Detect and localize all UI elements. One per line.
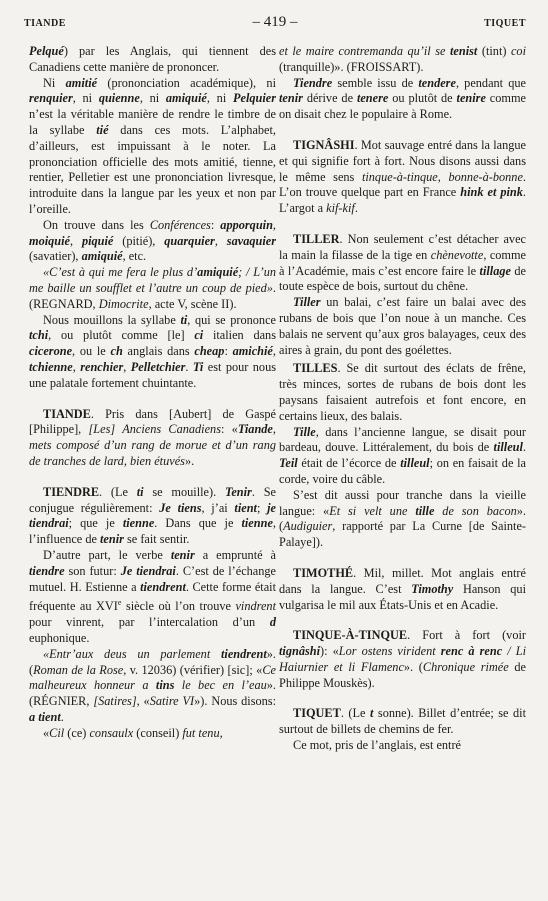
text-run: (conseil) bbox=[133, 725, 183, 740]
text-run: Ni bbox=[43, 75, 66, 90]
text-run: bonne-à-bonne bbox=[448, 169, 523, 184]
text-run: un balai, c’est faire un balai avec des rubans de bois que l’on noue à un manche. Ces balais ne servent qu’aux gros balayages, ceux des aires à grain, du pont des goélettes. bbox=[279, 295, 526, 357]
text-run: coi bbox=[510, 44, 526, 58]
text-run: , ni bbox=[139, 91, 166, 106]
text-run: ti bbox=[136, 484, 144, 499]
text-run: tins bbox=[155, 678, 175, 693]
text-run: , ou plutôt comme [le] bbox=[48, 328, 195, 343]
text-run: Hanson qui vulgarisa le mil aux États-Unis et en Acadie. bbox=[279, 581, 526, 612]
text-run: . Pris dans [Aubert] de Gaspé [Philippe], bbox=[29, 406, 276, 437]
text-run: Ce mot, pris de l’anglais, est entré bbox=[293, 738, 462, 753]
text-run: Tiller bbox=[293, 295, 321, 310]
paragraph bbox=[279, 295, 526, 358]
text-run: , ou le bbox=[72, 344, 111, 359]
text-run: tenir bbox=[279, 91, 303, 106]
text-run: a emprunté à bbox=[194, 547, 276, 562]
text-run: cheap bbox=[194, 344, 225, 359]
text-run: se fait sentir. bbox=[123, 532, 190, 547]
text-run: , j’ai bbox=[201, 500, 235, 515]
text-run: quienne bbox=[98, 91, 140, 106]
text-run: tilleul bbox=[400, 456, 430, 471]
text-run: « bbox=[43, 725, 50, 740]
dictionary-entry bbox=[279, 628, 526, 691]
text-run: kif-kif bbox=[326, 201, 355, 216]
text-run: Roman de la Rose bbox=[33, 662, 124, 677]
text-run: / Li Haiurnier et li Flamenc bbox=[279, 644, 526, 674]
text-run: de son bacon bbox=[434, 503, 517, 518]
text-run: . L’on trouve quelque part en France bbox=[279, 169, 526, 200]
text-run: hink et pink bbox=[460, 185, 523, 200]
text-run: chènevotte bbox=[430, 247, 484, 262]
paragraph bbox=[29, 647, 276, 726]
text-run: anglais dans bbox=[122, 344, 195, 359]
text-run: ) par les Anglais, qui tiennent des Canadiens cette manière de prononcer. bbox=[29, 44, 276, 74]
dictionary-entry bbox=[279, 706, 526, 738]
text-run: Pelqué bbox=[29, 44, 64, 58]
paragraph bbox=[279, 488, 526, 551]
text-run: . Mot sauvage entré dans la langue et qui signifie fort à fort. Nous disons aussi dans le même sens bbox=[279, 137, 526, 184]
text-run: Ti bbox=[192, 359, 204, 374]
text-run: Timothy bbox=[411, 581, 454, 596]
text-run: Ce malheureux honneur a bbox=[29, 662, 276, 693]
text-run: se mouille). bbox=[143, 484, 225, 499]
text-run: , v. 12036) (vérifier) [sic]; « bbox=[123, 662, 263, 677]
text-run: , etc. bbox=[122, 249, 147, 264]
text-run: , bbox=[123, 359, 131, 374]
text-run: , qui se prononce bbox=[187, 312, 276, 327]
text-run: . Dans que je bbox=[154, 516, 242, 531]
text-run: cicerone bbox=[29, 344, 73, 359]
text-run: Je tiens bbox=[159, 500, 202, 515]
paragraph bbox=[29, 265, 276, 312]
paragraph bbox=[29, 218, 276, 265]
text-run: son futur: bbox=[64, 563, 121, 578]
running-head-left: TIANDE bbox=[24, 18, 66, 29]
paragraph bbox=[279, 44, 526, 76]
paragraph bbox=[29, 76, 276, 218]
paragraph bbox=[279, 738, 526, 754]
text-run: vindrent bbox=[235, 599, 276, 614]
text-run: tienne bbox=[122, 516, 155, 531]
text-run: tignâshi bbox=[279, 644, 321, 659]
text-run: et le maire contremanda qu’il se bbox=[279, 44, 450, 58]
text-run: Je tiendrai bbox=[120, 563, 176, 578]
text-run: comme on disait chez le populaire à Rome. bbox=[279, 91, 526, 122]
headword: TIENDRE bbox=[43, 484, 100, 499]
text-run: Dimocrite bbox=[98, 296, 149, 311]
headword: TIMOTHÉ bbox=[293, 565, 354, 580]
text-run: Lor ostens virident bbox=[338, 644, 441, 659]
text-run: Nous mouillons la syllabe bbox=[43, 312, 181, 327]
text-run: tilleul bbox=[493, 440, 523, 455]
text-run: , dans l’ancienne langue, se disait pour bardeau, douve. Littéralement, du bois de bbox=[279, 424, 526, 455]
text-run: renc à renc bbox=[440, 644, 503, 659]
text-run: ». bbox=[184, 453, 195, 468]
headword: TILLES bbox=[293, 361, 338, 376]
text-run: sonne). Billet d’entrée; se dit surtout de billets de chemins de fer. bbox=[279, 706, 526, 737]
text-run: (tint) bbox=[477, 44, 511, 58]
text-run: . bbox=[522, 440, 526, 455]
text-run: Chronique rimée bbox=[422, 659, 509, 674]
text-run: piquié bbox=[81, 233, 114, 248]
text-run: dans ces mots. L’alphabet, d’ailleurs, est impuissant à le noter. La prononciation officielle des mots amitié, tienne, rentier, Pelletier est une prononciation livresque, introduite dans la langue par les yeux et non par l’oreille. bbox=[29, 122, 276, 216]
text-run: , ni bbox=[72, 91, 99, 106]
text-run: ». (RÉGNIER, bbox=[29, 678, 276, 709]
text-run: Tenir bbox=[224, 484, 252, 499]
text-run: Audiguier bbox=[283, 519, 333, 534]
text-run: euphonique. bbox=[29, 630, 90, 645]
text-run: ci bbox=[194, 328, 204, 343]
text-run: savaquier bbox=[226, 233, 276, 248]
text-run: amichié bbox=[232, 344, 273, 359]
text-run: . L’argot a bbox=[279, 185, 526, 216]
text-run: apporquin bbox=[220, 217, 273, 232]
text-run: , bbox=[72, 359, 81, 374]
text-run: . C’est de l’échange mutuel. H. Estienne a bbox=[29, 563, 276, 594]
text-run: tenire bbox=[456, 91, 486, 106]
text-run: je tiendrai bbox=[29, 500, 276, 531]
text-run: ou plutôt de bbox=[388, 91, 457, 106]
paragraph bbox=[279, 76, 526, 123]
text-run: , acte V, scène II). bbox=[148, 296, 237, 311]
text-run: est pour nous une palatale fortement chuintante. bbox=[29, 359, 276, 390]
text-run: »). Nous disons: bbox=[194, 694, 276, 709]
text-run: : bbox=[210, 217, 221, 232]
text-run: «C’est à qui me fera le plus d’ bbox=[43, 265, 198, 280]
page-header bbox=[24, 14, 526, 36]
text-run: . bbox=[185, 359, 193, 374]
text-run: . Mil, millet. Mot anglais entré dans la langue. C’est bbox=[279, 565, 526, 596]
paragraph bbox=[29, 548, 276, 647]
text-run: ): « bbox=[320, 644, 339, 659]
text-run: , bbox=[437, 169, 449, 184]
text-run: . Cette forme était fréquente au XVI bbox=[29, 579, 276, 614]
text-run: , « bbox=[136, 694, 150, 709]
text-run: D’autre part, le verbe bbox=[43, 547, 171, 562]
text-run: ti bbox=[180, 312, 188, 327]
running-head-right: TIQUET bbox=[484, 18, 526, 29]
text-run: ». ( bbox=[403, 659, 423, 674]
headword: TIANDE bbox=[43, 406, 91, 421]
text-run: amiquié bbox=[197, 265, 239, 280]
right-column bbox=[279, 44, 526, 894]
text-run: , bbox=[70, 233, 82, 248]
paragraph bbox=[29, 726, 276, 742]
text-run: (savatier), bbox=[29, 249, 82, 264]
text-run: siècle où l’on trouve bbox=[121, 599, 236, 614]
text-run: tinque-à-tinque bbox=[361, 169, 438, 184]
text-run: tillage bbox=[479, 263, 511, 278]
text-run: (ce) bbox=[64, 725, 90, 740]
text-run: Conférences bbox=[149, 217, 211, 232]
dictionary-entry bbox=[29, 485, 276, 548]
text-run: . (Le bbox=[99, 484, 137, 499]
text-run: le bec en l’eau bbox=[174, 678, 267, 693]
text-run: . bbox=[60, 709, 64, 724]
text-run: tenere bbox=[356, 91, 389, 106]
text-run: . Fort à fort (voir bbox=[407, 628, 526, 643]
paragraph bbox=[29, 313, 276, 392]
text-run: , l’influence de bbox=[29, 516, 276, 547]
text-run: consaulx bbox=[89, 725, 134, 740]
text-run: . (REGNARD, bbox=[29, 280, 276, 311]
text-run: On trouve dans les bbox=[43, 217, 150, 232]
text-run: , pendant que bbox=[455, 75, 526, 90]
headword: TIQUET bbox=[293, 706, 341, 721]
text-run: de Philippe Mouskès). bbox=[279, 659, 526, 690]
text-run: ; bbox=[256, 500, 268, 515]
text-run: de toute espèce de bois, surtout du chêne. bbox=[279, 263, 526, 294]
text-run: renquier bbox=[29, 91, 73, 106]
text-run: ; on en faisait de la corde, voire du câble. bbox=[279, 456, 526, 486]
text-run: Et si velt une bbox=[329, 503, 416, 518]
headword: TILLER bbox=[293, 231, 340, 246]
text-run: t bbox=[369, 706, 374, 721]
text-run: tenir bbox=[170, 547, 195, 562]
text-run: Tille bbox=[293, 424, 316, 439]
text-run: tenir bbox=[100, 532, 124, 547]
text-run: tienne bbox=[241, 516, 273, 531]
text-run: , mets composé d’un rang de morue et d’un rang de tranches de lard, bien étuvés bbox=[29, 422, 276, 468]
dictionary-entry bbox=[279, 361, 526, 424]
text-run: Pelletchier bbox=[130, 359, 186, 374]
paragraph bbox=[279, 425, 526, 488]
text-run: , bbox=[272, 217, 276, 232]
page-number: – 419 – bbox=[252, 14, 298, 30]
text-run: . Se conjugue régulièrement: bbox=[29, 484, 276, 515]
text-run: S’est dit aussi pour tranche dans la vieille langue: « bbox=[279, 487, 526, 518]
text-run: , ni bbox=[206, 91, 233, 106]
text-run: Tiande bbox=[237, 422, 273, 437]
text-run: . Non seulement c’est détacher avec la main la filasse de la tige en bbox=[279, 231, 526, 262]
text-run: était de l’écorce de bbox=[297, 456, 401, 471]
text-run: renchier bbox=[80, 359, 124, 374]
text-run: «Entr’aux deus un parlement bbox=[43, 646, 221, 661]
text-run: [Satires] bbox=[93, 694, 137, 709]
text-run: tchienne bbox=[29, 359, 73, 374]
text-run: tiendre bbox=[29, 563, 65, 578]
text-run: dérive de bbox=[302, 91, 357, 106]
text-run: semble issu de bbox=[332, 75, 419, 90]
text-run: . Se dit surtout des éclats de frêne, très minces, sortes de rubans de bois dont les paysans faisaient autrefois et font encore, en certains lieux, des balais. bbox=[279, 361, 526, 423]
dictionary-entry bbox=[279, 566, 526, 613]
text-run: Tiendre bbox=[293, 75, 333, 90]
text-run: tient bbox=[234, 500, 257, 515]
headword: TIGNÂSHI bbox=[293, 137, 355, 152]
text-run: Satire VI bbox=[149, 694, 195, 709]
text-run: moiquié bbox=[29, 233, 70, 248]
text-run: ». ( bbox=[279, 503, 526, 534]
text-run: . bbox=[354, 201, 358, 216]
text-run: , rapporté par La Curne [de Sainte-Palaye]). bbox=[279, 519, 526, 550]
text-run: . (Le bbox=[340, 706, 370, 721]
dictionary-entry bbox=[29, 407, 276, 470]
text-run: tenist bbox=[450, 44, 478, 58]
text-run: e bbox=[117, 598, 122, 608]
text-run: (tranquille)». (FROISSART). bbox=[279, 59, 424, 74]
text-run: , comme à l’Académie, mais c’est encore faire le bbox=[279, 247, 526, 278]
text-run: amitié bbox=[65, 75, 98, 90]
text-run: a tient bbox=[29, 709, 61, 724]
text-run: , bbox=[214, 233, 227, 248]
text-run: ch bbox=[110, 344, 123, 359]
text-run: tendere bbox=[418, 75, 456, 90]
text-run: pour vinrent, par l’intercalation d’un bbox=[29, 615, 270, 630]
dictionary-entry bbox=[279, 232, 526, 295]
text-run: Pelquier bbox=[232, 91, 276, 106]
text-run: amiquié bbox=[165, 91, 207, 106]
text-run: tiendrent bbox=[140, 579, 186, 594]
text-run: ». ( bbox=[29, 646, 276, 677]
left-column bbox=[29, 44, 276, 894]
text-run: Teil bbox=[279, 456, 298, 471]
headword: TINQUE-À-TINQUE bbox=[293, 628, 408, 643]
text-run: ; que je bbox=[68, 516, 123, 531]
dictionary-entry bbox=[279, 138, 526, 217]
text-run: : bbox=[224, 344, 233, 359]
text-run: ; / L’un me baille un soufflet et l’autre un coup de pied» bbox=[29, 265, 276, 295]
text-run: fut tenu, bbox=[182, 725, 223, 740]
text-run: : « bbox=[221, 422, 238, 437]
text-run: , bbox=[272, 344, 276, 359]
text-run: tille bbox=[415, 503, 435, 518]
text-run: italien dans bbox=[203, 328, 276, 343]
text-run: Cil bbox=[49, 725, 65, 740]
text-run: (pitié), bbox=[113, 233, 165, 248]
text-run: tié bbox=[96, 122, 109, 137]
paragraph bbox=[29, 44, 276, 76]
text-run: tiendrent bbox=[220, 646, 267, 661]
text-run: amiquié bbox=[81, 249, 123, 264]
text-run: quarquier bbox=[164, 233, 215, 248]
text-run: (prononciation académique), ni bbox=[97, 75, 276, 90]
text-run: tchi bbox=[29, 328, 49, 343]
text-run: n’est la véritable manière de rendre le timbre de la syllabe bbox=[29, 107, 276, 137]
text-run: [Les] Anciens Canadiens bbox=[88, 422, 221, 437]
text-run: d bbox=[269, 615, 276, 630]
